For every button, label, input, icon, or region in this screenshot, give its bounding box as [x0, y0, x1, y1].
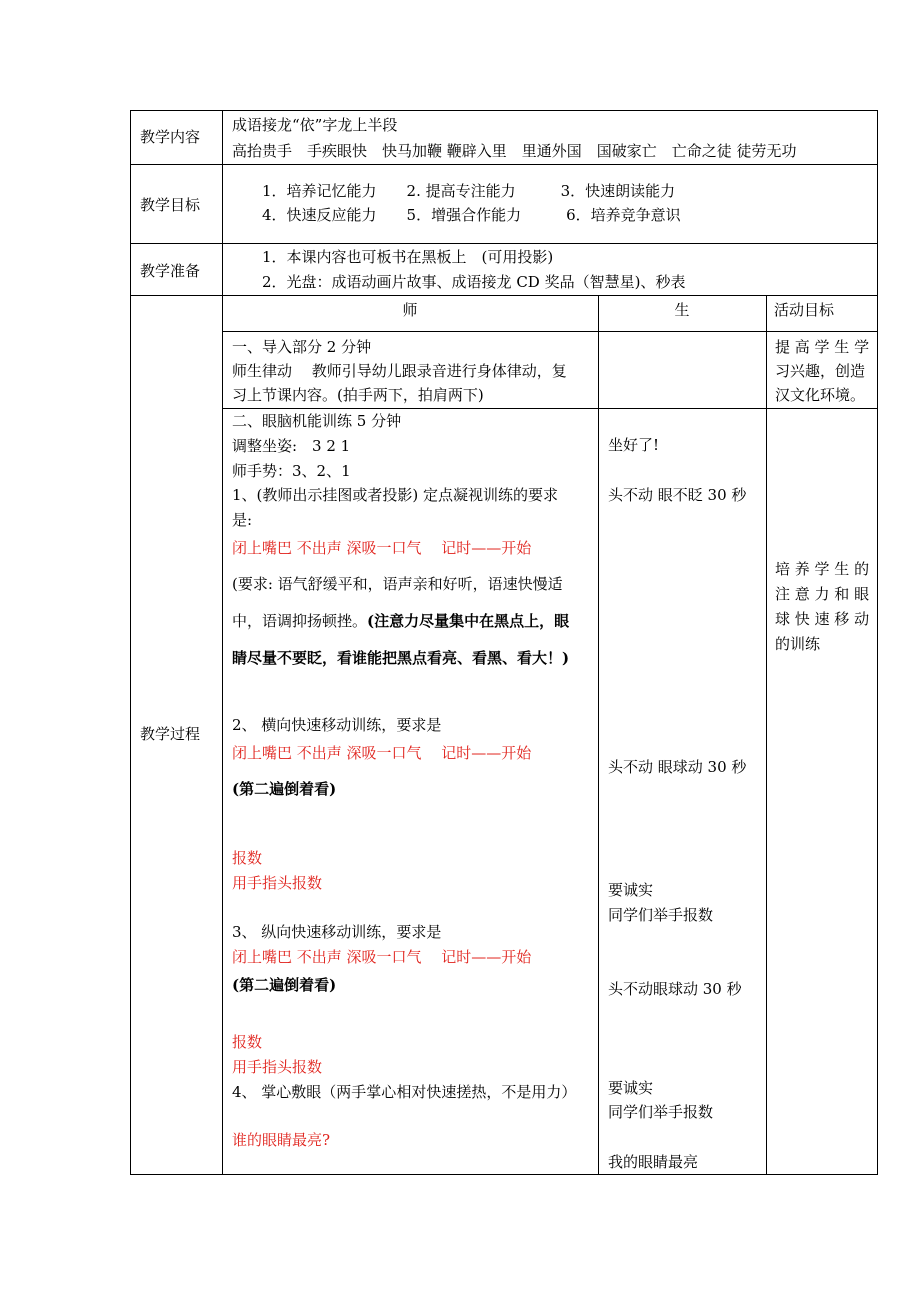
row-label-content: 教学内容 — [140, 128, 201, 146]
training-title: 二、眼脑机能训练 5 分钟 — [232, 412, 402, 430]
student-move-1: 头不动 眼球动 30 秒 — [608, 758, 747, 776]
posture-line: 调整坐姿: 3 2 1 — [232, 437, 351, 455]
training-goal-line: 的训练 — [775, 635, 821, 653]
training-goal-line: 球 快 速 移 动 — [775, 610, 870, 628]
row-label-process: 教学过程 — [140, 725, 201, 743]
reverse-note-2: (第二遍倒着看) — [232, 976, 337, 994]
intro-title: 一、导入部分 2 分钟 — [232, 338, 372, 356]
teacher-student-divider — [598, 295, 599, 1175]
finger-line-2: 用手指头报数 — [232, 1058, 323, 1076]
student-goal-divider — [766, 295, 767, 1175]
prep-line-2: 2．光盘：成语动画片故事、成语接龙 CD 奖品（智慧星)、秒表 — [262, 273, 686, 291]
student-sit: 坐好了! — [608, 436, 660, 454]
student-move-2: 头不动眼球动 30 秒 — [608, 980, 742, 998]
intro-goal-line: 提 高 学 生 学 — [775, 338, 870, 356]
command-line-1: 闭上嘴巴 不出声 深吸一口气 记时——开始 — [232, 539, 532, 557]
command-line-2: 闭上嘴巴 不出声 深吸一口气 记时——开始 — [232, 744, 532, 762]
item2-line: 2、 横向快速移动训练，要求是 — [232, 716, 442, 734]
row-label-goals: 教学目标 — [140, 196, 201, 214]
goals-line-2: 4．快速反应能力 5．增强合作能力 6．培养竞争意识 — [262, 206, 681, 224]
student-stare: 头不动 眼不眨 30 秒 — [608, 486, 747, 504]
goals-line-1: 1．培养记忆能力 2. 提高专注能力 3．快速朗读能力 — [262, 182, 676, 200]
report-line-2: 报数 — [232, 1033, 263, 1051]
header-student: 生 — [674, 301, 690, 319]
report-line-1: 报数 — [232, 849, 263, 867]
item4-line: 4、 掌心敷眼（两手掌心相对快速搓热，不是用力） — [232, 1083, 577, 1101]
header-divider — [222, 331, 878, 332]
student-honest-1: 要诚实 — [608, 881, 654, 899]
intro-goal-line: 习兴趣，创造 — [775, 362, 866, 380]
requirement-line-b — [232, 614, 569, 629]
reverse-note-1: (第二遍倒着看) — [232, 780, 337, 798]
student-brightest: 我的眼睛最亮 — [608, 1153, 699, 1171]
requirement-line-a: (要求: 语气舒缓平和，语声亲和好听，语速快慢适 — [232, 575, 563, 593]
intro-line-1: 师生律动 教师引导幼儿跟录音进行身体律动，复 — [232, 362, 567, 380]
requirement-text: 中，语调抑扬顿挫。 — [232, 612, 368, 630]
item1-line-b: 是: — [232, 511, 253, 529]
requirement-emphasis: (注意力尽量集中在黑点上，眼 — [367, 612, 570, 630]
header-teacher: 师 — [402, 301, 418, 319]
training-goal-line: 培 养 学 生 的 — [775, 560, 870, 578]
command-line-3: 闭上嘴巴 不出声 深吸一口气 记时——开始 — [232, 948, 532, 966]
student-honest-2: 要诚实 — [608, 1079, 654, 1097]
row-divider — [130, 164, 878, 165]
gesture-line: 师手势：3、2、1 — [232, 462, 351, 480]
intro-goal-line: 汉文化环境。 — [775, 386, 866, 404]
item1-line-a: 1、(教师出示挂图或者投影) 定点凝视训练的要求 — [232, 486, 559, 504]
intro-divider — [222, 408, 878, 409]
content-line-2: 高抬贵手 手疾眼快 快马加鞭 鞭辟入里 里通外国 国破家亡 亡命之徒 徒劳无功 — [232, 142, 797, 160]
header-goal: 活动目标 — [774, 301, 835, 319]
prep-line-1: 1．本课内容也可板书在黑板上 (可用投影) — [262, 248, 554, 266]
content-line-1: 成语接龙“依”字龙上半段 — [232, 116, 398, 134]
requirement-line-d: 睛尽量不要眨，看谁能把黑点看亮、看黑、看大！) — [232, 649, 570, 667]
table-border-top — [130, 110, 878, 111]
intro-line-2: 习上节课内容。(拍手两下，拍肩两下) — [232, 386, 484, 404]
who-brightest-line: 谁的眼睛最亮? — [232, 1131, 331, 1149]
row-label-prep: 教学准备 — [140, 262, 201, 280]
student-raise-2: 同学们举手报数 — [608, 1103, 714, 1121]
table-border-right — [877, 110, 878, 1175]
label-column-divider — [222, 110, 223, 1175]
training-goal-line: 注 意 力 和 眼 — [775, 585, 870, 603]
student-raise-1: 同学们举手报数 — [608, 906, 714, 924]
table-border-left — [130, 110, 131, 1175]
item3-line: 3、 纵向快速移动训练，要求是 — [232, 923, 442, 941]
finger-line-1: 用手指头报数 — [232, 874, 323, 892]
row-divider — [130, 243, 878, 244]
